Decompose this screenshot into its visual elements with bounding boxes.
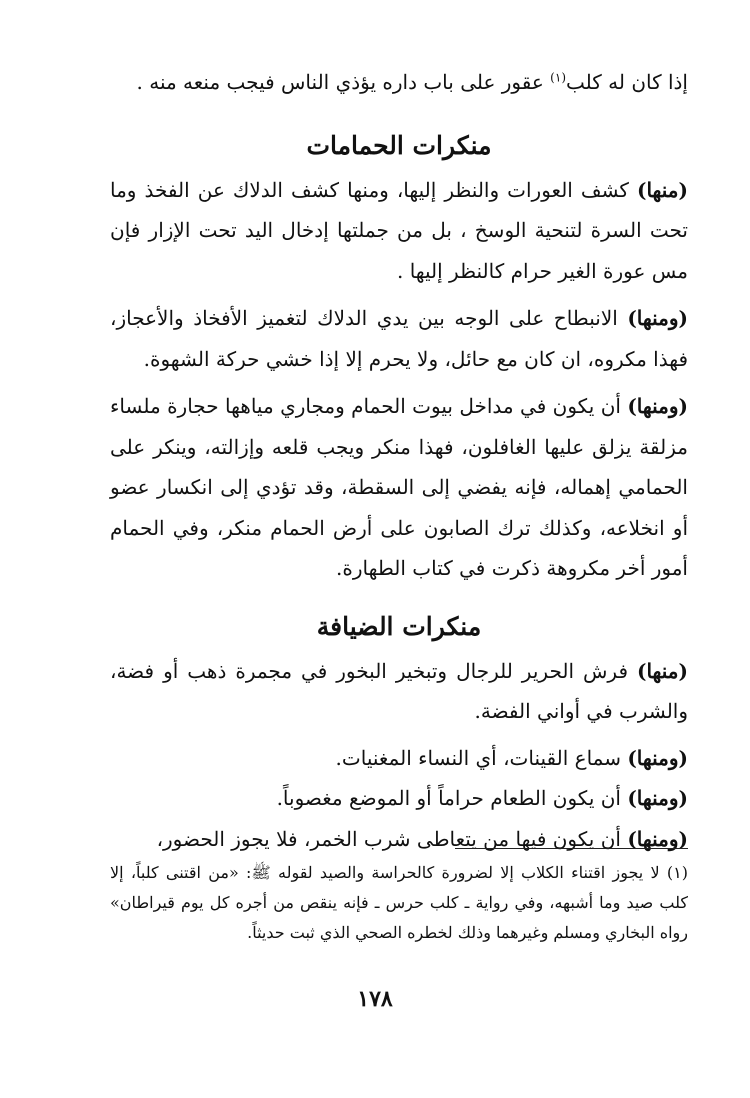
intro-text-end: عقور على باب داره يؤذي الناس فيجب منعه منه .: [136, 70, 551, 94]
page-number: ١٧٨: [357, 986, 393, 1012]
intro-text-start: إذا كان له كلب: [566, 70, 688, 94]
baths-paragraph-2: [110, 298, 688, 379]
footnotes: [110, 858, 688, 948]
paragraph-text: كشف العورات والنظر إليها، ومنها كشف الدلاك عن الفخذ وما تحت السرة لتنحية الوسخ ، بل من جملتها إدخال اليد تحت الإزار فإن مس عورة الغير حرام كالنظر إليها .: [110, 177, 688, 283]
paragraph-lead: (منها): [637, 177, 688, 202]
footnote-text: لا يجوز اقتناء الكلاب إلا لضرورة كالحراسة والصيد لقوله ﷺ: «من اقتنى كلباً، إلا كلب صيد وما أشبهه، وفي رواية ـ كلب حرس ـ فإنه ينقص من أجره كل يوم قيراطان» رواه البخاري ومسلم وغيرهما وذلك لخطره الصحي الذي ثبت حديثاً.: [110, 863, 688, 942]
footnote-divider: [455, 848, 688, 849]
paragraph-text: أن يكون في مداخل بيوت الحمام ومجاري مياهها حجارة ملساء مزلقة يزلق عليها الغافلون، فهذا منكر ويجب قلعه وإزالته، وينكر على الحمامي إهماله، فإنه يفضي إلى السقطة، وقد تؤدي إلى انكسار عضو أو انخلاعه، وكذلك ترك الصابون على أرض الحمام منكر، وفي الحمام أمور أخر مكروهة ذكرت في كتاب الطهارة.: [110, 394, 688, 580]
paragraph-lead: (ومنها): [627, 394, 688, 418]
intro-line: [110, 62, 688, 103]
footnote-marker: (١): [666, 863, 688, 882]
paragraph-text: فرش الحرير للرجال وتبخير البخور في مجمرة ذهب أو فضة، والشرب في أواني الفضة.: [110, 658, 688, 723]
footnote-ref-marker[interactable]: (١): [550, 70, 566, 85]
paragraph-lead: (ومنها): [627, 306, 688, 330]
page-body: [110, 62, 688, 859]
paragraph-text: أن يكون الطعام حراماً أو الموضع مغصوباً.: [276, 786, 628, 810]
hospitality-paragraph-3: [110, 778, 688, 819]
paragraph-lead: (ومنها): [627, 745, 688, 770]
paragraph-lead: (ومنها): [627, 826, 688, 851]
baths-paragraph-3: [110, 386, 688, 589]
section-heading-baths: منكرات الحمامات: [306, 130, 492, 160]
paragraph-text: سماع القينات، أي النساء المغنيات.: [335, 745, 628, 770]
paragraph-lead: (ومنها): [627, 786, 688, 810]
paragraph-text: أن يكون فيها من يتعاطى شرب الخمر، فلا يجوز الحضور،: [156, 826, 628, 851]
hospitality-paragraph-1: [110, 651, 688, 732]
hospitality-paragraph-2: [110, 738, 688, 779]
paragraph-lead: (منها): [637, 658, 688, 683]
paragraph-text: الانبطاح على الوجه بين يدي الدلاك لتغميز الأفخاذ والأعجاز، فهذا مكروه، ان كان مع حائل، ولا يحرم إلا إذا خشي حركة الشهوة.: [110, 306, 688, 371]
baths-paragraph-1: [110, 170, 688, 292]
section-heading-hospitality: منكرات الضيافة: [316, 611, 482, 641]
hospitality-paragraph-4: [110, 819, 688, 860]
